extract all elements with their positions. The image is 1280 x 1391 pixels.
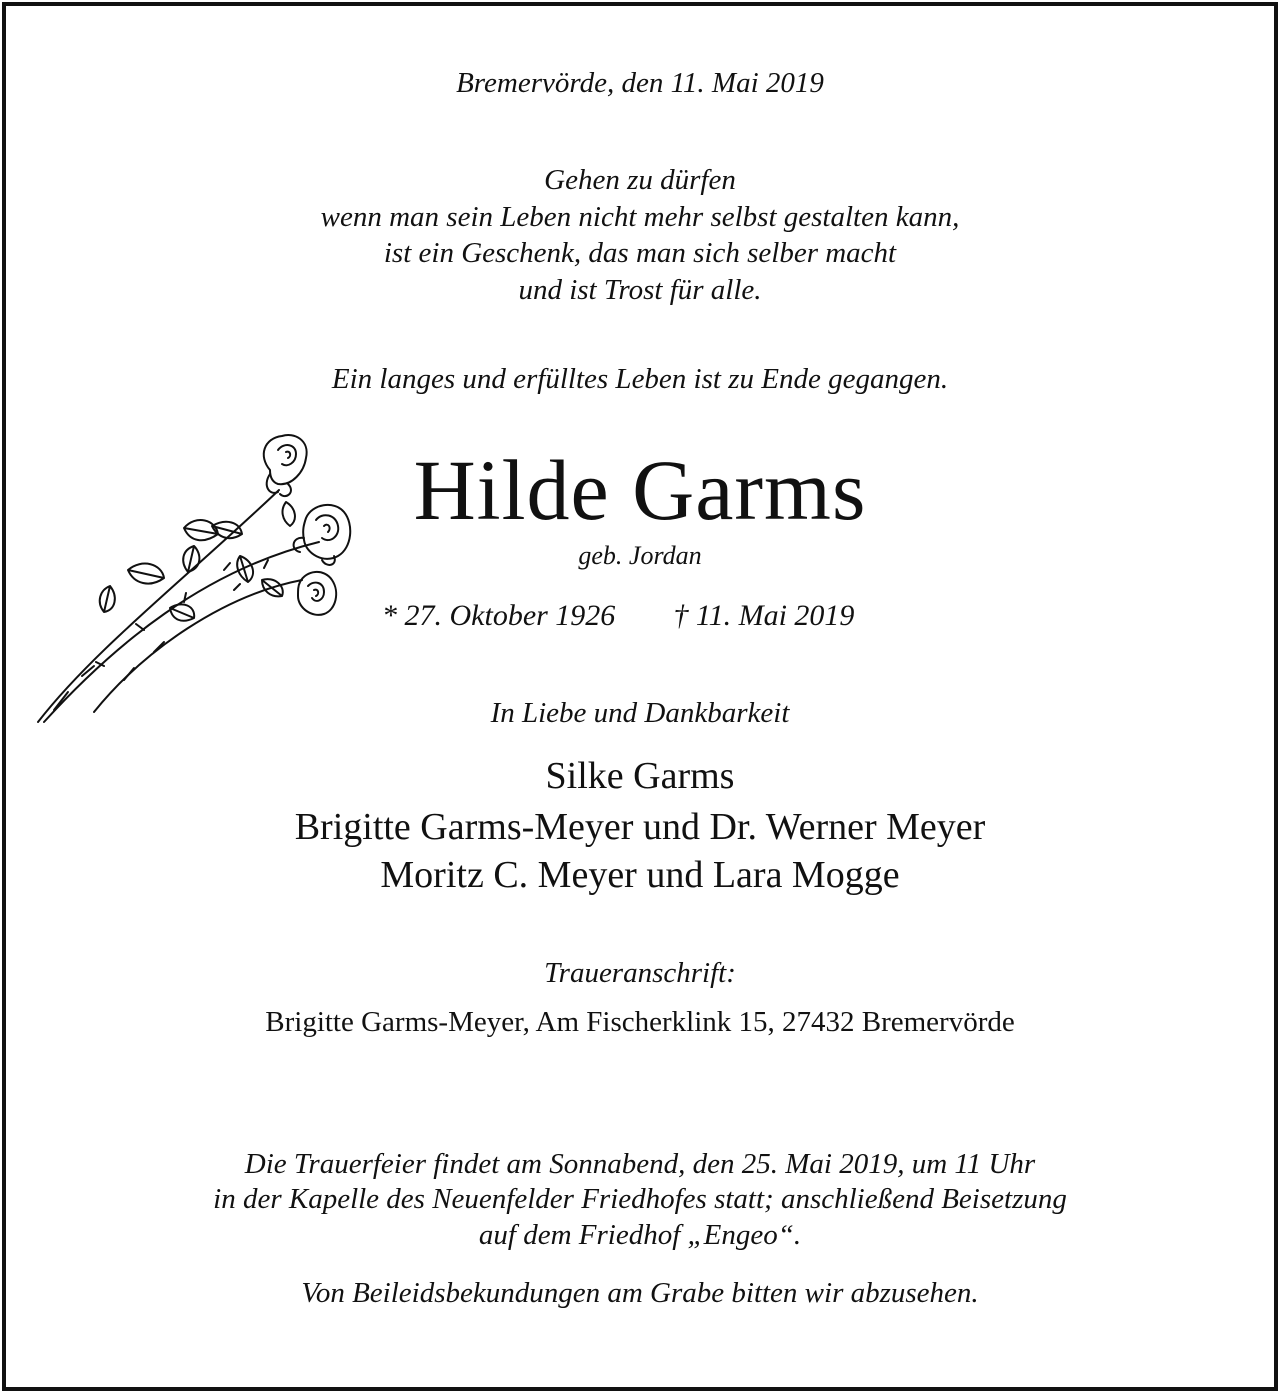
mourner-1: Silke Garms — [545, 755, 735, 797]
poem-line-3: ist ein Geschenk, das man sich selber macht — [383, 237, 897, 269]
mourner-3: Moritz C. Meyer und Lara Mogge — [380, 854, 900, 896]
birth-date: * 27. Oktober 1926 — [382, 599, 616, 632]
poem-line-2: wenn man sein Leben nicht mehr selbst gestalten kann, — [320, 201, 960, 233]
life-dates — [382, 598, 854, 634]
address-label: Traueranschrift: — [544, 957, 736, 989]
funeral-line-1: Die Trauerfeier findet am Sonnabend, den 25. Mai 2019, um 11 Uhr — [244, 1148, 1036, 1180]
condolence-note: Von Beileidsbekundungen am Grabe bitten wir abzusehen. — [301, 1277, 979, 1309]
poem-line-1: Gehen zu dürfen — [544, 164, 736, 196]
maiden-name: geb. Jordan — [578, 541, 702, 570]
poem-line-4: und ist Trost für alle. — [518, 274, 762, 306]
funeral-line-2: in der Kapelle des Neuenfelder Friedhofes statt; anschließend Beisetzung — [213, 1183, 1067, 1215]
intro-text: Ein langes und erfülltes Leben ist zu Ende gegangen. — [331, 363, 949, 395]
death-date: † 11. Mai 2019 — [673, 599, 855, 632]
deceased-name: Hilde Garms — [413, 442, 867, 538]
obituary-notice — [2, 2, 1278, 1391]
funeral-line-3: auf dem Friedhof „Engeo“. — [478, 1219, 802, 1251]
mourner-2: Brigitte Garms-Meyer und Dr. Werner Meyer — [294, 806, 986, 848]
address-line: Brigitte Garms-Meyer, Am Fischerklink 15, 27432 Bremervörde — [265, 1006, 1015, 1038]
place-date: Bremervörde, den 11. Mai 2019 — [456, 67, 824, 99]
closing-text: In Liebe und Dankbarkeit — [490, 697, 790, 729]
